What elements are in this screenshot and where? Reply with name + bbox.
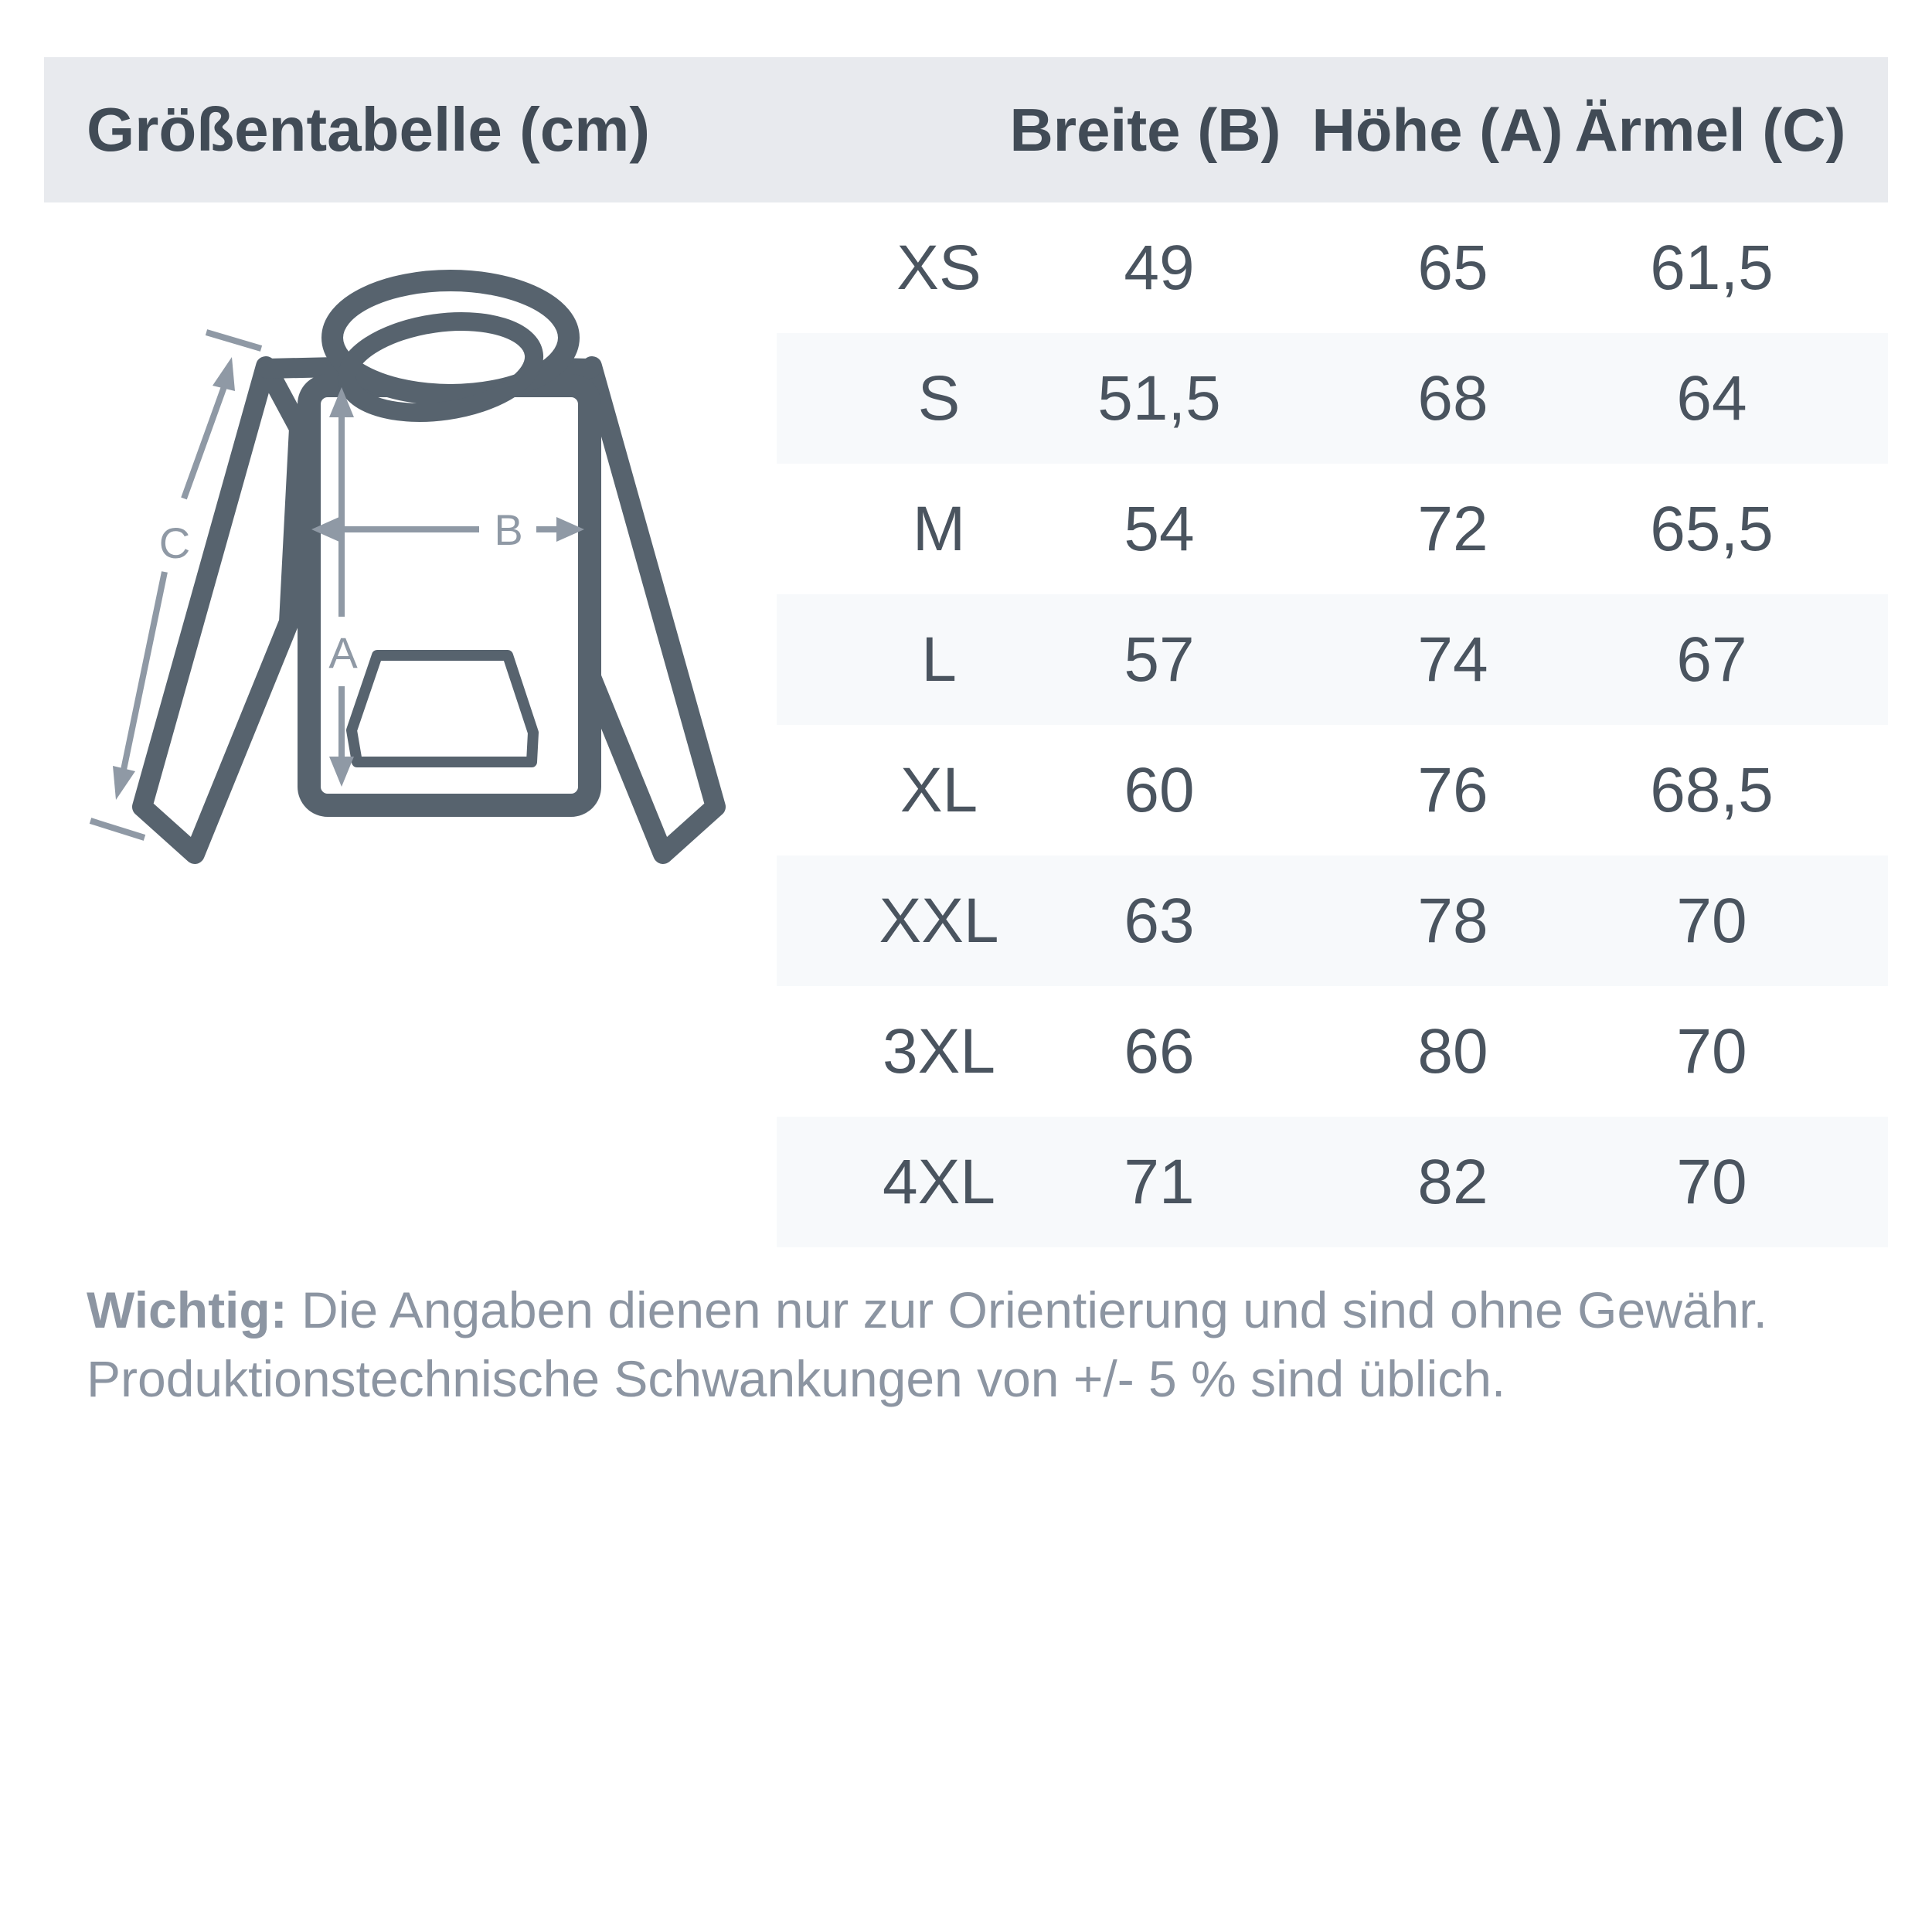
size-cell: XXL xyxy=(879,886,999,956)
table-row-m xyxy=(777,464,1888,594)
hoehe-cell: 78 xyxy=(1417,886,1488,956)
hoehe-cell: 80 xyxy=(1417,1016,1488,1087)
table-row-xxl xyxy=(777,855,1888,986)
aermel-cell: 67 xyxy=(1676,624,1747,695)
page-title: Größentabelle (cm) xyxy=(87,95,651,164)
aermel-cell: 70 xyxy=(1676,1016,1747,1087)
label-b: B xyxy=(494,505,523,554)
hoehe-cell: 76 xyxy=(1417,755,1488,825)
size-cell: 4XL xyxy=(883,1147,995,1217)
size-cell: XS xyxy=(896,233,981,303)
disclaimer-note xyxy=(87,1276,1849,1413)
table-row-xl xyxy=(777,725,1888,855)
hoehe-cell: 74 xyxy=(1417,624,1488,695)
disclaimer-line1 xyxy=(87,1281,1767,1338)
hoodie-measurement-diagram xyxy=(62,224,796,881)
breite-cell: 51,5 xyxy=(1097,363,1221,434)
arrowhead-c-down xyxy=(113,766,135,800)
table-row-l xyxy=(777,594,1888,725)
aermel-cell: 70 xyxy=(1676,886,1747,956)
size-table xyxy=(777,202,1888,1247)
size-cell: M xyxy=(912,494,966,564)
table-row-4xl xyxy=(777,1117,1888,1247)
breite-cell: 49 xyxy=(1124,233,1195,303)
aermel-cell: 68,5 xyxy=(1650,755,1774,825)
aermel-cell: 64 xyxy=(1676,363,1747,434)
hoehe-cell: 82 xyxy=(1417,1147,1488,1217)
label-c: C xyxy=(158,519,191,567)
disclaimer-line2: Produktionstechnische Schwankungen von +/- 5 % sind üblich. xyxy=(87,1350,1506,1407)
hoehe-cell: 68 xyxy=(1417,363,1488,434)
column-header-aermel: Ärmel (C) xyxy=(1574,96,1846,164)
breite-cell: 66 xyxy=(1124,1016,1195,1087)
hoehe-cell: 65 xyxy=(1417,233,1488,303)
size-cell: S xyxy=(917,363,961,434)
label-a: A xyxy=(328,628,358,677)
aermel-cell: 61,5 xyxy=(1650,233,1774,303)
breite-cell: 54 xyxy=(1124,494,1195,564)
hoehe-cell: 72 xyxy=(1417,494,1488,564)
size-cell: 3XL xyxy=(883,1016,995,1087)
hoodie-pocket xyxy=(352,655,533,762)
table-row-3xl xyxy=(777,986,1888,1117)
table-header-bar xyxy=(44,57,1888,202)
hoodie-diagram-svg xyxy=(62,224,796,881)
size-cell: XL xyxy=(900,755,978,825)
disclaimer-bold-label: Wichtig: xyxy=(87,1281,287,1338)
breite-cell: 71 xyxy=(1124,1147,1195,1217)
aermel-cell: 70 xyxy=(1676,1147,1747,1217)
table-row-xs xyxy=(777,202,1888,333)
left-sleeve xyxy=(142,366,299,854)
disclaimer-line1-text: Die Angaben dienen nur zur Orientierung und sind ohne Gewähr. xyxy=(287,1281,1767,1338)
breite-cell: 63 xyxy=(1124,886,1195,956)
table-row-s xyxy=(777,333,1888,464)
aermel-cell: 65,5 xyxy=(1650,494,1774,564)
column-header-breite: Breite (B) xyxy=(1009,96,1281,164)
column-header-hoehe: Höhe (A) xyxy=(1311,96,1563,164)
arrowhead-c-up xyxy=(213,357,235,391)
breite-cell: 60 xyxy=(1124,755,1195,825)
size-cell: L xyxy=(921,624,957,695)
breite-cell: 57 xyxy=(1124,624,1195,695)
